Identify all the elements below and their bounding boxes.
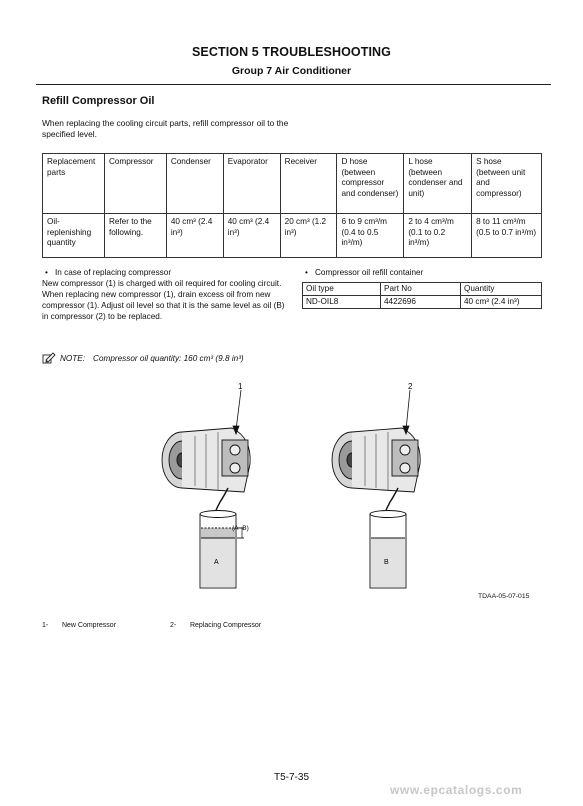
table-cell: ND-OIL8	[303, 296, 381, 309]
table-cell: Replacement parts	[43, 154, 105, 214]
table-row	[303, 296, 542, 309]
table-cell: Receiver	[280, 154, 337, 214]
container-bullet-text: Compressor oil refill container	[315, 268, 424, 277]
container-bullet	[302, 267, 542, 278]
section-subtitle: Group 7 Air Conditioner	[231, 65, 352, 77]
table-cell: 40 cm³ (2.4 in³)	[166, 214, 223, 258]
table-cell: 20 cm³ (1.2 in³)	[280, 214, 337, 258]
callout-2: 2	[408, 382, 413, 391]
table-cell: Part No	[381, 283, 461, 296]
table-row	[43, 214, 542, 258]
note	[42, 352, 244, 364]
table-cell: 40 cm³ (2.4 in³)	[223, 214, 280, 258]
page-heading: Refill Compressor Oil	[42, 95, 155, 107]
callout-1: 1	[238, 382, 243, 391]
table-cell: 2 to 4 cm³/m (0.1 to 0.2 in³/m)	[404, 214, 472, 258]
replace-section	[42, 267, 287, 322]
table-header-row	[43, 154, 542, 214]
container-section	[302, 267, 542, 309]
table-cell: Condenser	[166, 154, 223, 214]
table-cell: L hose (between condenser and unit)	[404, 154, 472, 214]
oil-quantity-table	[42, 153, 542, 258]
caption-number: 2-	[170, 622, 177, 629]
table-cell: Oil type	[303, 283, 381, 296]
table-cell: D hose (between compressor and condenser)	[337, 154, 404, 214]
bullet-icon: •	[305, 268, 308, 277]
table-cell: S hose (between unit and compressor)	[472, 154, 542, 214]
table-cell: Compressor	[104, 154, 166, 214]
replaced-cylinder	[370, 511, 406, 589]
replace-bullet-text: In case of replacing compressor	[55, 268, 172, 277]
section-title: SECTION 5 TROUBLESHOOTING	[191, 45, 392, 59]
pencil-note-icon	[42, 352, 56, 364]
table-cell: Evaporator	[223, 154, 280, 214]
replace-text: New compressor (1) is charged with oil required for cooling circuit. When replacing new compressor (1), drain excess oil from new compressor (1). Adjust oil level so that it is the same level as oil (B) in compressor (2) to be replaced.	[42, 279, 285, 321]
callout-arrows	[233, 390, 410, 434]
caption-item	[170, 622, 261, 629]
figure-code: TDAA-05-07-015	[478, 593, 530, 600]
table-cell: 4422696	[381, 296, 461, 309]
caption-text: New Compressor	[61, 622, 117, 629]
watermark: www.epcatalogs.com	[390, 783, 523, 797]
compressor-figure	[140, 378, 460, 593]
table-cell: 8 to 11 cm³/m (0.5 to 0.7 in³/m)	[472, 214, 542, 258]
label-a-minus-b: (A−B)	[232, 525, 249, 532]
intro-text: When replacing the cooling circuit parts, refill compressor oil to the specified level.	[42, 118, 289, 139]
caption-number: 1-	[42, 622, 49, 629]
table-cell: 40 cm³ (2.4 in³)	[461, 296, 542, 309]
replace-bullet	[42, 267, 287, 278]
table-header-row	[303, 283, 542, 296]
table-cell: Quantity	[461, 283, 542, 296]
bullet-icon: •	[45, 268, 48, 277]
new-cylinder	[200, 511, 244, 589]
table-cell: 6 to 9 cm³/m (0.4 to 0.5 in³/m)	[337, 214, 404, 258]
label-b: B	[384, 559, 389, 566]
table-cell: Refer to the following.	[104, 214, 166, 258]
page-number: T5-7-35	[273, 772, 309, 783]
container-table	[302, 282, 542, 309]
new-compressor-illustration	[162, 428, 250, 520]
table-cell: Oil-replenishing quantity	[43, 214, 105, 258]
caption-item	[42, 622, 116, 629]
header-rule	[36, 84, 551, 85]
label-a: A	[214, 559, 219, 566]
caption-text: Replacing Compressor	[189, 622, 262, 629]
replaced-compressor-illustration	[332, 428, 420, 520]
note-label: NOTE:	[60, 353, 86, 363]
note-text: Compressor oil quantity: 160 cm³ (9.8 in³)	[93, 353, 244, 363]
